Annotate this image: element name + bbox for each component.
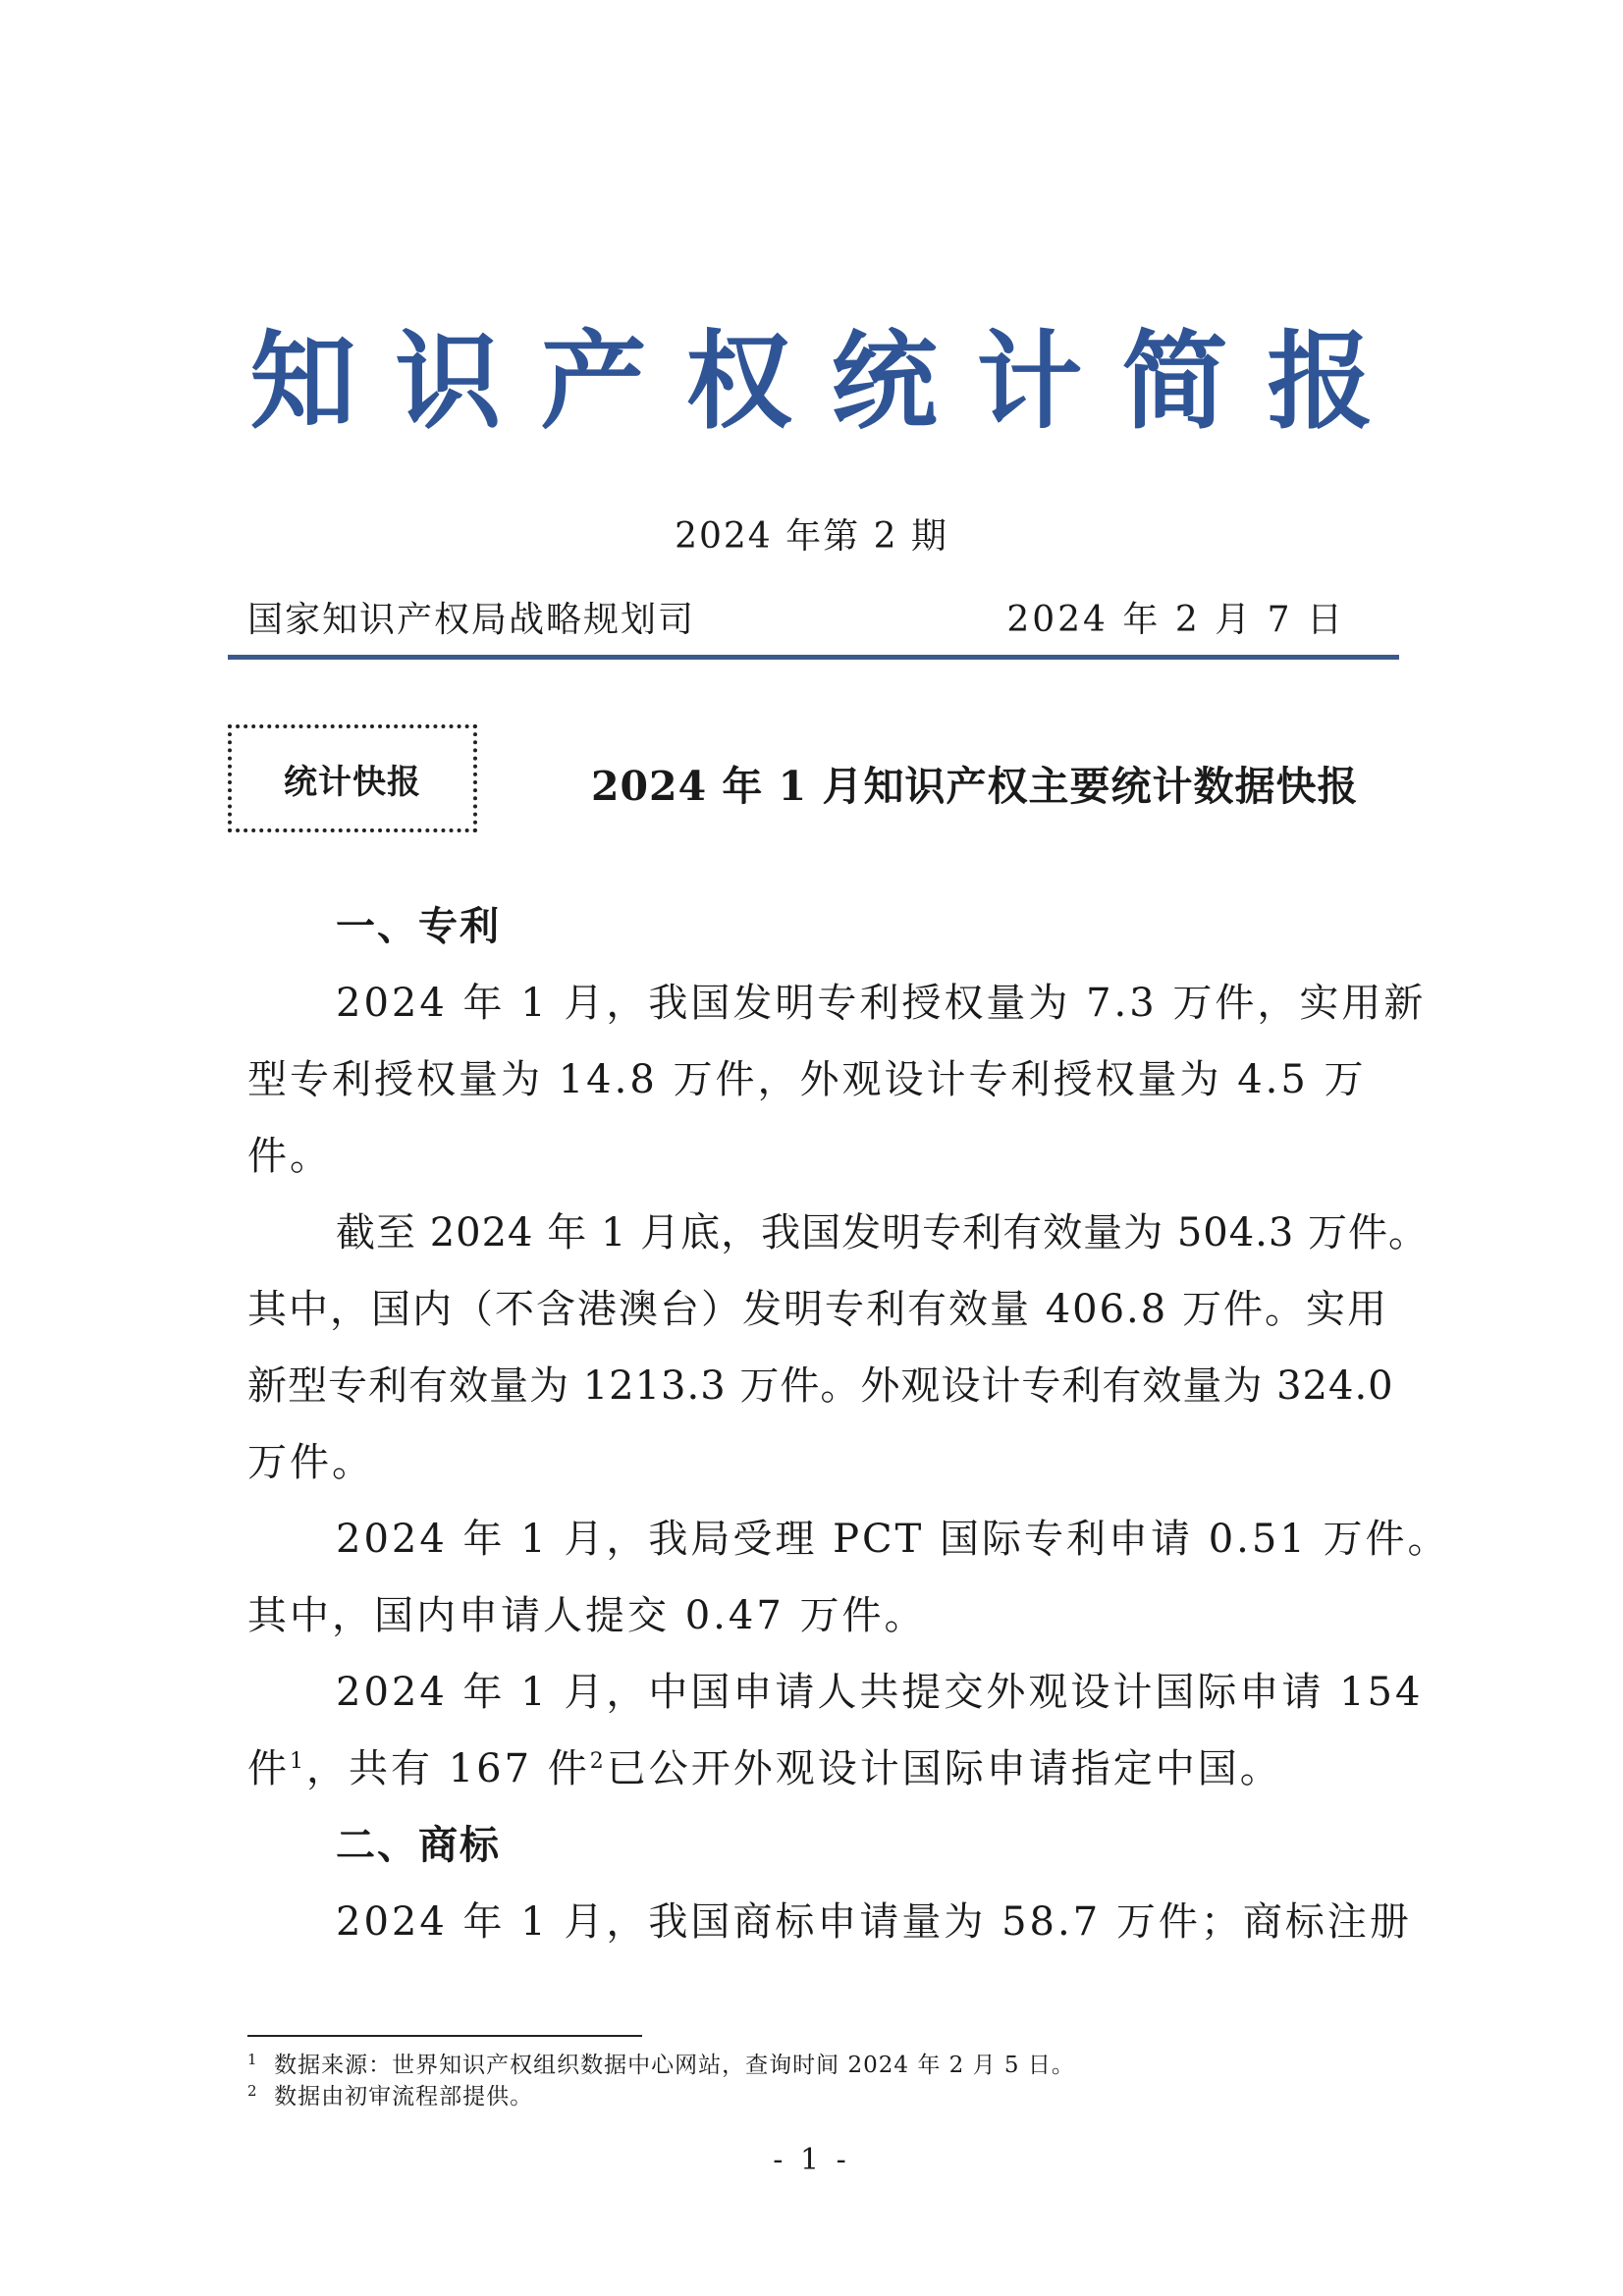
footnote-text: 数据由初审流程部提供。 [274, 2084, 534, 2109]
category-badge-label: 统计快报 [284, 762, 421, 802]
department-name: 国家知识产权局战略规划司 [247, 600, 696, 640]
paragraph-line: 2024 年 1 月，我局受理 PCT 国际专利申请 0.51 万件。 [336, 1517, 1450, 1562]
text-segment: ，共有 167 件 [306, 1746, 590, 1791]
category-badge [228, 724, 477, 832]
text-segment: 已公开外观设计国际申请指定中国。 [606, 1746, 1282, 1791]
section-heading-patent: 一、专利 [336, 904, 501, 949]
paragraph-line: 件。 [247, 1134, 332, 1179]
footnote-text: 数据来源：世界知识产权组织数据中心网站，查询时间 2024 年 2 月 5 日。 [274, 2053, 1075, 2078]
footnote-divider [247, 2035, 642, 2037]
publish-date: 2024 年 2 月 7 日 [1006, 600, 1345, 640]
footnote [247, 2047, 1075, 2079]
paragraph-line: 2024 年 1 月，我国商标申请量为 58.7 万件；商标注册 [336, 1899, 1412, 1945]
footnote [247, 2078, 533, 2110]
paragraph-line: 型专利授权量为 14.8 万件，外观设计专利授权量为 4.5 万 [247, 1057, 1367, 1102]
paragraph-line: 新型专利有效量为 1213.3 万件。外观设计专利有效量为 324.0 [247, 1363, 1394, 1409]
section-heading-trademark: 二、商标 [336, 1823, 501, 1868]
report-title: 2024 年 1 月知识产权主要统计数据快报 [591, 763, 1359, 810]
issue-number: 2024 年第 2 期 [675, 516, 948, 557]
footnote-ref-2: 2 [589, 1749, 607, 1774]
masthead-title: 知识产权统计简报 [249, 320, 1413, 444]
header-divider [228, 655, 1399, 660]
footnote-number: 1 [247, 2051, 258, 2068]
paragraph-line: 2024 年 1 月，中国申请人共提交外观设计国际申请 154 [336, 1670, 1424, 1715]
paragraph-line: 其中，国内申请人提交 0.47 万件。 [247, 1593, 927, 1638]
paragraph-line: 2024 年 1 月，我国发明专利授权量为 7.3 万件，实用新 [336, 981, 1427, 1026]
paragraph-line: 截至 2024 年 1 月底，我国发明专利有效量为 504.3 万件。 [336, 1210, 1430, 1255]
page-number: - 1 - [773, 2143, 850, 2177]
paragraph-line: 其中，国内（不含港澳台）发明专利有效量 406.8 万件。实用 [247, 1287, 1388, 1332]
footnote-number: 2 [247, 2082, 258, 2100]
paragraph-line [247, 1737, 1282, 1793]
paragraph-line: 万件。 [247, 1440, 374, 1485]
text-segment: 件 [247, 1746, 290, 1791]
footnote-ref-1: 1 [290, 1749, 306, 1774]
